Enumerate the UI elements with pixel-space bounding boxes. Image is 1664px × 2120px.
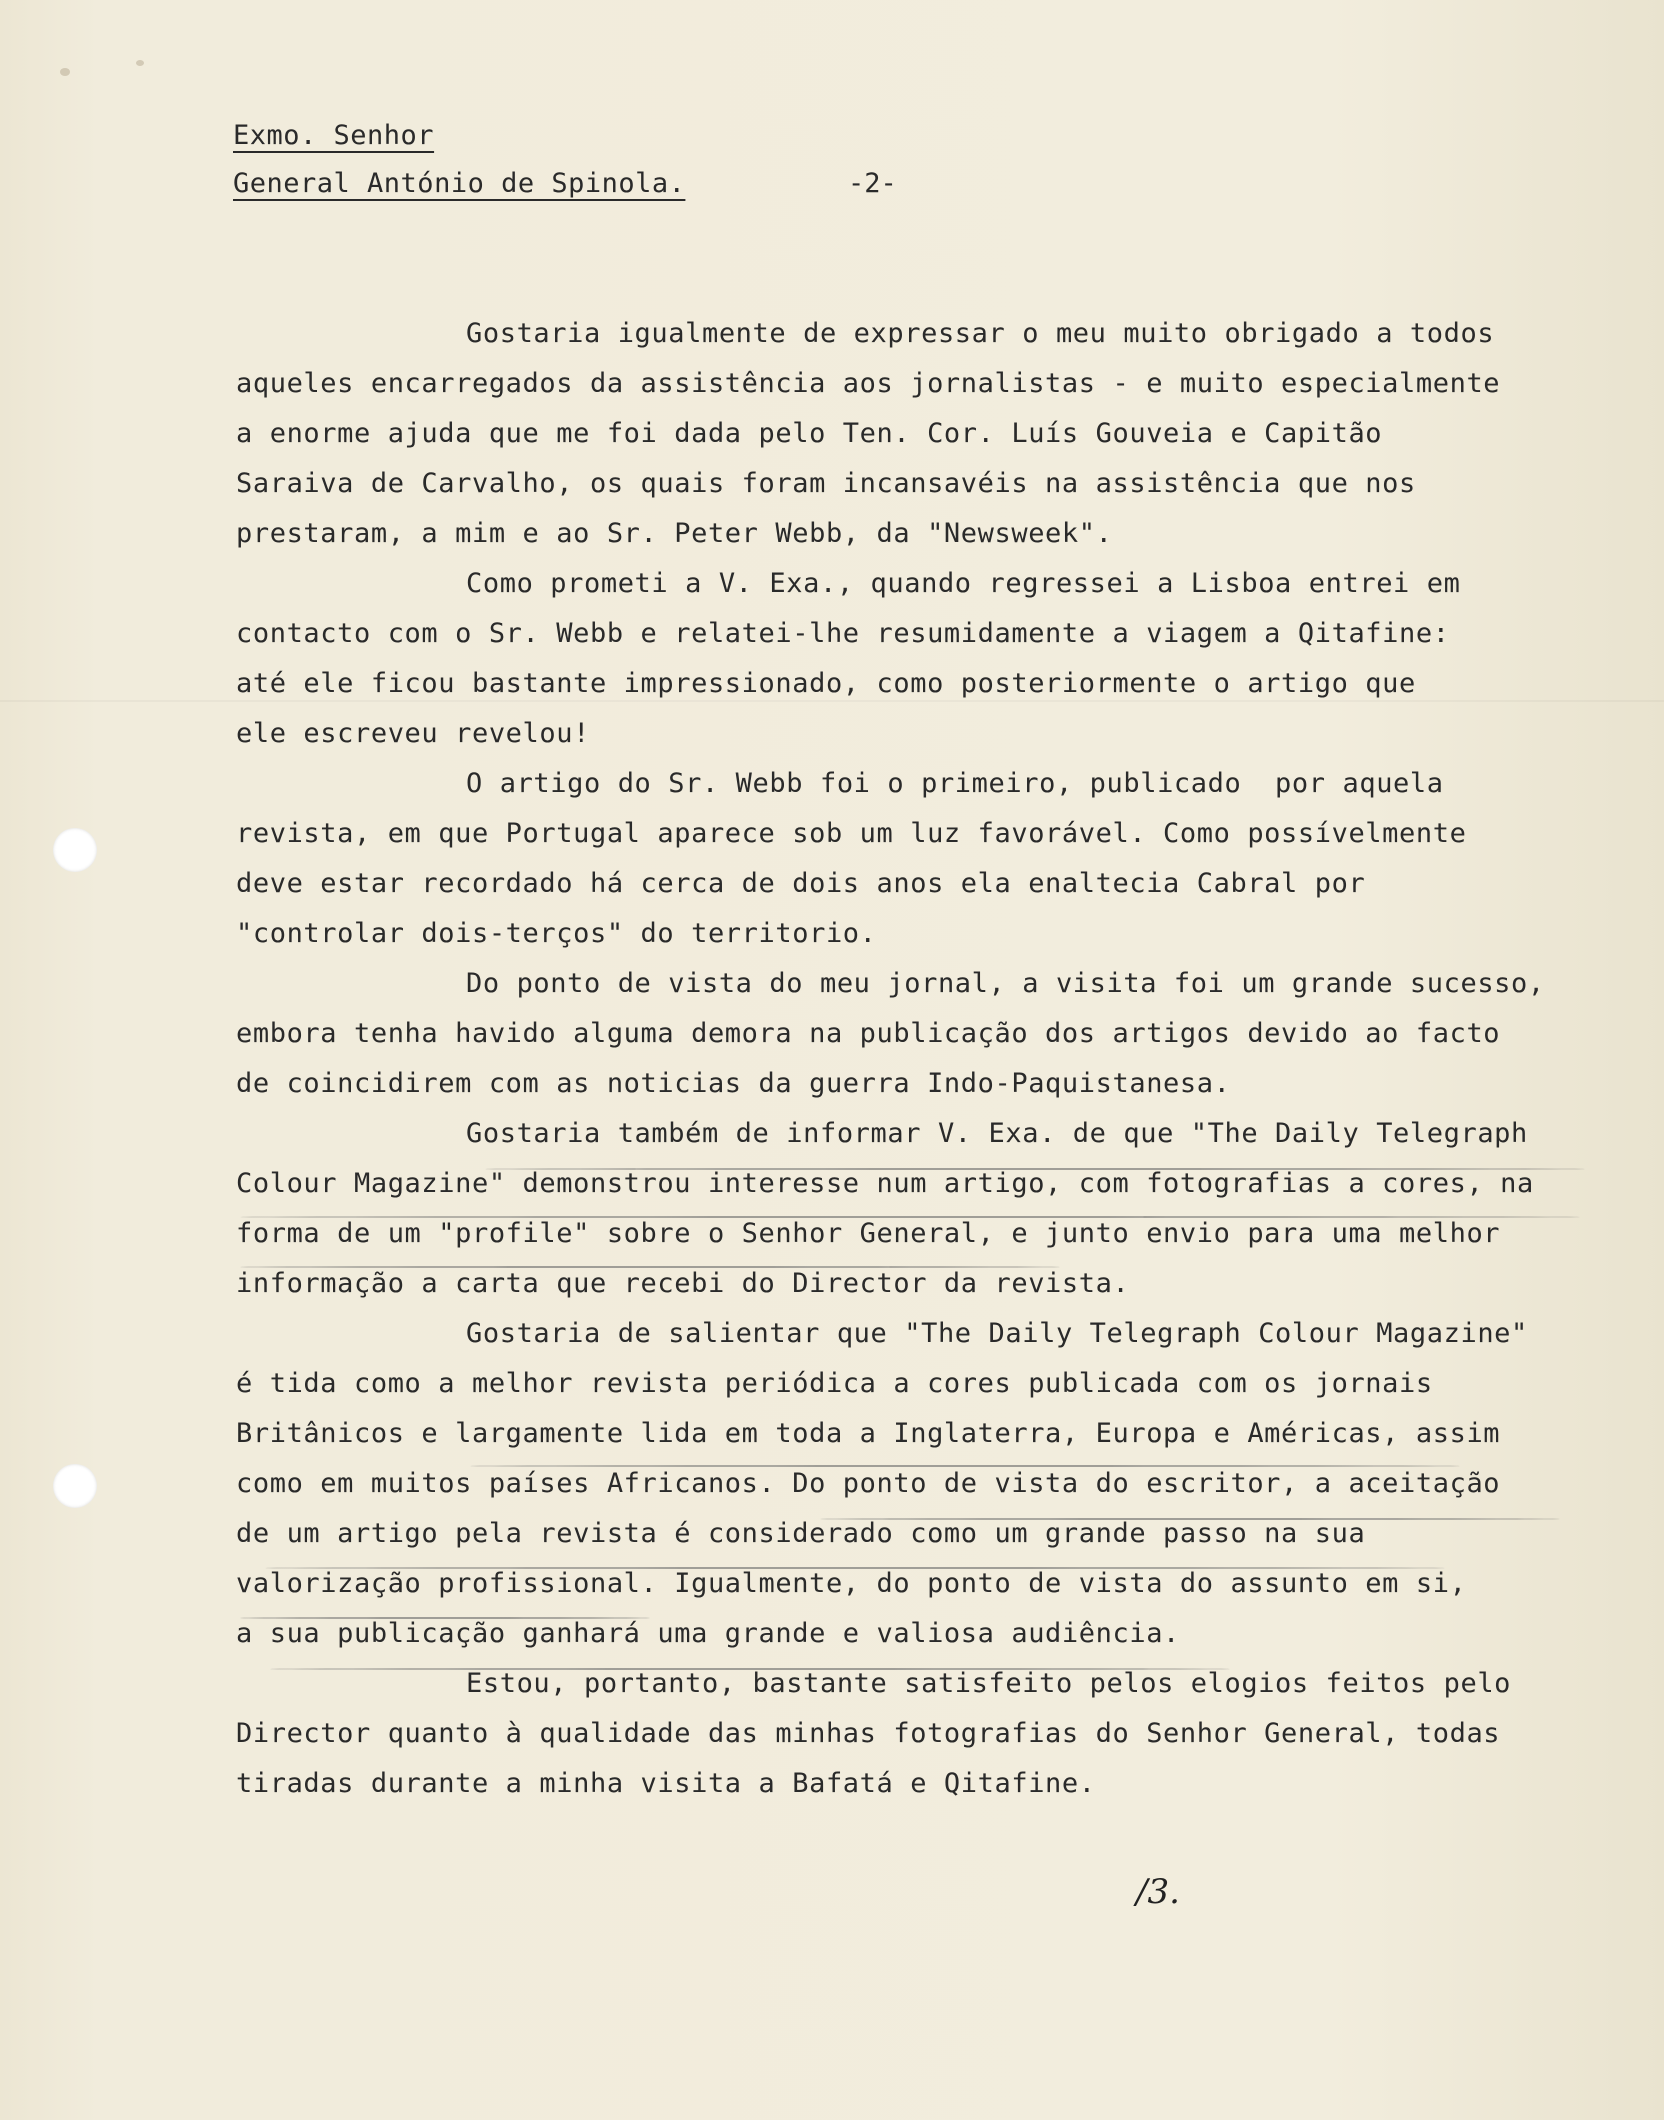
body-line: tiradas durante a minha visita a Bafatá e Qitafine. bbox=[236, 1768, 1096, 1799]
body-line: a sua publicação ganhará uma grande e valiosa audiência. bbox=[236, 1618, 1180, 1649]
body-line: O artigo do Sr. Webb foi o primeiro, publicado por aquela bbox=[466, 768, 1444, 799]
body-line: até ele ficou bastante impressionado, como posteriormente o artigo que bbox=[236, 668, 1416, 699]
pencil-underline bbox=[240, 1617, 650, 1619]
body-line: é tida como a melhor revista periódica a cores publicada com os jornais bbox=[236, 1368, 1433, 1399]
stain-mark bbox=[60, 68, 70, 76]
body-line: Estou, portanto, bastante satisfeito pelos elogios feitos pelo bbox=[466, 1668, 1512, 1699]
pencil-underline bbox=[265, 1567, 1445, 1569]
body-line: Gostaria também de informar V. Exa. de que "The Daily Telegraph bbox=[466, 1118, 1528, 1149]
body-line: a enorme ajuda que me foi dada pelo Ten. Cor. Luís Gouveia e Capitão bbox=[236, 418, 1383, 449]
body-line: de coincidirem com as noticias da guerra Indo-Paquistanesa. bbox=[236, 1068, 1231, 1099]
body-line: Como prometi a V. Exa., quando regressei a Lisboa entrei em bbox=[466, 568, 1461, 599]
body-line: Britânicos e largamente lida em toda a Inglaterra, Europa e Américas, assim bbox=[236, 1418, 1501, 1449]
body-line: Gostaria igualmente de expressar o meu muito obrigado a todos bbox=[466, 318, 1495, 349]
body-line: "controlar dois-terços" do territorio. bbox=[236, 918, 877, 949]
continuation-mark: /3. bbox=[1136, 1872, 1180, 1912]
body-line: de um artigo pela revista é considerado como um grande passo na sua bbox=[236, 1518, 1366, 1549]
punch-hole bbox=[53, 1464, 97, 1508]
body-line: aqueles encarregados da assistência aos jornalistas - e muito especialmente bbox=[236, 368, 1501, 399]
pencil-underline bbox=[820, 1518, 1560, 1520]
body-line: informação a carta que recebi do Director da revista. bbox=[236, 1268, 1130, 1299]
recipient-name: General António de Spinola. bbox=[233, 168, 686, 199]
pencil-underline bbox=[240, 1216, 1580, 1218]
body-line: Do ponto de vista do meu jornal, a visita foi um grande sucesso, bbox=[466, 968, 1545, 999]
body-line: prestaram, a mim e ao Sr. Peter Webb, da "Newsweek". bbox=[236, 518, 1113, 549]
recipient-salutation: Exmo. Senhor bbox=[233, 120, 435, 151]
stain-mark bbox=[136, 60, 144, 66]
pencil-underline bbox=[470, 1465, 1460, 1467]
pencil-underline bbox=[240, 1266, 1060, 1268]
body-line: como em muitos países Africanos. Do ponto de vista do escritor, a aceitação bbox=[236, 1468, 1501, 1499]
body-line: contacto com o Sr. Webb e relatei-lhe resumidamente a viagem a Qitafine: bbox=[236, 618, 1450, 649]
body-line: valorização profissional. Igualmente, do ponto de vista do assunto em si, bbox=[236, 1568, 1467, 1599]
fold-line bbox=[0, 700, 1664, 702]
body-line: Gostaria de salientar que "The Daily Telegraph Colour Magazine" bbox=[466, 1318, 1528, 1349]
body-line: deve estar recordado há cerca de dois anos ela enaltecia Cabral por bbox=[236, 868, 1366, 899]
body-line: embora tenha havido alguma demora na publicação dos artigos devido ao facto bbox=[236, 1018, 1501, 1049]
page-number: -2- bbox=[848, 168, 897, 199]
body-line: Saraiva de Carvalho, os quais foram incansavéis na assistência que nos bbox=[236, 468, 1416, 499]
body-line: Colour Magazine" demonstrou interesse num artigo, com fotografias a cores, na bbox=[236, 1168, 1534, 1199]
pencil-underline bbox=[485, 1168, 1585, 1170]
body-line: Director quanto à qualidade das minhas fotografias do Senhor General, todas bbox=[236, 1718, 1501, 1749]
pencil-underline bbox=[270, 1668, 1230, 1670]
body-line: ele escreveu revelou! bbox=[236, 718, 590, 749]
punch-hole bbox=[53, 828, 97, 872]
body-line: revista, em que Portugal aparece sob um luz favorável. Como possívelmente bbox=[236, 818, 1467, 849]
body-line: forma de um "profile" sobre o Senhor General, e junto envio para uma melhor bbox=[236, 1218, 1501, 1249]
